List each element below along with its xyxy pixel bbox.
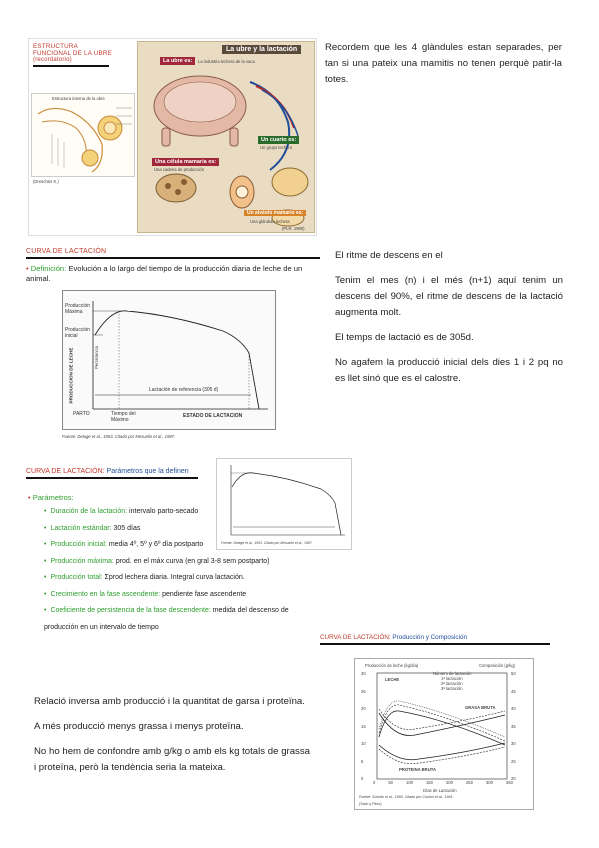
x-ticks: [373, 780, 513, 785]
y-right-tick: 20: [511, 776, 516, 781]
y-right-tick: 35: [511, 723, 516, 729]
legend-item: 2ª lactación: [441, 681, 463, 686]
graph-peak-label: Producción Máxima: [65, 303, 91, 315]
parameter-text: prod. en el máx curva (en gral 3-8 sem postparto): [113, 557, 270, 565]
composition-title-blue: Producción y Composición: [390, 634, 467, 641]
udder-poster-title: La ubre y la lactación: [222, 45, 301, 54]
parameter-item: • Crecimiento en la fase ascendente: pendiente fase ascendente: [44, 590, 247, 598]
y-right-tick: 30: [511, 741, 516, 746]
udder-figure-credit-left: (Dreschler K.): [33, 179, 59, 184]
lactation-curve-rule: [26, 257, 320, 259]
lactation-definition: [26, 264, 322, 284]
composition-source: Fuente: Schultz et al., 1990. Citado por Coulon et al., 1991.: [359, 795, 454, 799]
composition-source-2: (Sach y Pinto): [359, 802, 382, 806]
parameter-item: • Duración de la lactación: intervalo parto-secado: [44, 508, 199, 515]
parameter-text: pendiente fase ascendente: [160, 590, 247, 598]
composition-left-axis-title: Producción de leche (kg/día): [365, 663, 419, 668]
parameter-text: intervalo parto-secado: [127, 508, 199, 515]
udder-figure-rule: [33, 65, 109, 67]
graph-source: Fuente: Delage et al., 1953. Citado por Mesuelin et al., 1987.: [62, 434, 176, 439]
udder-figure: [28, 38, 317, 236]
parameter-text: Σprod lechera diaria. Integral curva lactación.: [102, 574, 245, 581]
parameter-text: media 4º, 5º y 6º día postparto: [106, 541, 204, 548]
y-right-tick: 50: [511, 671, 516, 676]
udder-figure-subtitle: (recordatorio): [33, 57, 72, 63]
composition-title: [320, 634, 556, 641]
parameter-item: • Lactación estándar: 305 días: [44, 524, 141, 532]
composition-right-axis-title: Composición (g/kg): [479, 663, 516, 668]
x-tick: 350: [505, 780, 513, 785]
y-right-tick: 25: [511, 758, 516, 764]
graph-parto-label: PARTO: [73, 411, 90, 417]
y-left-tick: 5: [361, 758, 364, 764]
udder-internal-diagram: [31, 93, 135, 177]
block5-paragraph-2: A més producció menys grassa i menys proteïna.: [34, 721, 244, 732]
block2-paragraph-1: El ritme de descens en el: [335, 250, 443, 261]
parameters-title-blue: Parámetros que la definen: [104, 468, 189, 475]
composition-graph: [354, 658, 534, 810]
parameters-title-red: CURVA DE LACTACIÓN:: [26, 468, 105, 475]
graph-tiempo-max-label: Tiempo del Máximo: [111, 411, 136, 423]
y-right-tick: 45: [511, 688, 516, 694]
udder-poster: [137, 41, 315, 233]
definition-label: Definición:: [30, 264, 67, 273]
composition-rule: [320, 643, 550, 645]
graph-persistence-label: Persistencia: [93, 346, 99, 369]
udder-internal-caption: Estructura interna de la ubre: [52, 96, 105, 101]
mini-graph-source: Fuente: Delage et al., 1953. Citado por Mesuelin et al., 1987.: [221, 541, 313, 545]
block5-paragraph-3: No ho hem de confondre amb g/kg o amb els kg totals de grassa i proteïna, però la tendència seria la mateixa.: [34, 746, 310, 773]
y-left-tick: 0: [361, 776, 364, 781]
parameter-label: Producción inicial:: [50, 541, 107, 548]
y-left-tick: 15: [361, 723, 366, 729]
udder-internal-drawing: [32, 94, 134, 176]
graph-estado-label: ESTADO DE LACTACION: [183, 413, 243, 419]
y-right-ticks: [511, 671, 516, 781]
x-tick: 100: [405, 780, 413, 785]
composition-title-red: CURVA DE LACTACIÓN:: [320, 634, 391, 641]
parameters-rule: [26, 477, 198, 479]
series-grasa-label: GRASA BRUTA: [465, 705, 496, 710]
udder-label-celula: Una célula mamaria es:: [152, 158, 219, 166]
udder-figure-credit-right: (PLR, 1990): [282, 226, 305, 231]
block2-paragraph-3: El temps de lactació es de 305d.: [335, 332, 474, 343]
lactation-curve-graph: [62, 290, 276, 430]
parameter-label: Coeficiente de persistencia de la fase descendente:: [50, 607, 211, 614]
parameter-label: Producción máxima:: [50, 557, 114, 565]
udder-label-celula-sub: Una cadena de producción: [154, 167, 205, 172]
series-leche-label: LECHE: [385, 677, 400, 682]
legend-item: 1ª lactación: [441, 676, 463, 681]
composition-x-label: Días de Lactación: [423, 788, 457, 793]
parameter-label: Lactación estándar:: [50, 524, 112, 532]
x-tick: 250: [465, 780, 473, 785]
legend-item: 3ª lactación: [441, 686, 463, 691]
udder-label-alveolo-sub: Una glándula lechera: [250, 219, 290, 224]
parameter-text: medida del descenso de: [210, 607, 289, 614]
udder-label-cuarto: Un cuarto es:: [258, 136, 299, 144]
composition-legend: [433, 671, 493, 691]
parameter-item: • Producción inicial: media 4º, 5º y 6º día postparto: [44, 541, 204, 548]
graph-reference-label: Lactación de referencia (305 d): [149, 387, 219, 393]
udder-figure-title: ESTRUCTURA FUNCIONAL DE LA UBRE: [33, 43, 112, 57]
graph-initial-label: Producción inicial: [65, 327, 91, 339]
block2-paragraph-4: No agafem la producció inicial dels dies 1 i 2 pq no es llet sinó que es el calostre.: [335, 357, 563, 384]
y-left-tick: 10: [361, 741, 366, 746]
definition-text: Evolución a lo largo del tiempo de la producción diaria de leche de un animal.: [26, 264, 303, 283]
x-tick: 50: [388, 780, 393, 785]
legend-title: Número de lactación: [433, 671, 472, 676]
y-left-tick: 25: [361, 688, 366, 694]
series-proteina-label: PROTEINA BRUTA: [399, 767, 436, 772]
parameters-header-label: Parámetros:: [32, 493, 74, 502]
lactation-curve-slide: [26, 248, 326, 444]
udder-label-ubre-sub: La industria lechera de la vaca: [198, 59, 255, 64]
mini-lactation-drawing: [217, 459, 351, 549]
parameter-item: • Producción total: Σprod lechera diaria. Integral curva lactación.: [44, 574, 245, 581]
x-tick: 300: [485, 780, 493, 785]
graph-y-axis-label: PRODUCCION DE LECHE: [68, 347, 74, 404]
y-left-tick: 30: [361, 671, 366, 676]
parameter-label: Duración de la lactación:: [50, 508, 128, 515]
block1-text: Recordem que les 4 glàndules estan separades, per tan si una pateix una mamitis no tenen perquè patir-la totes.: [325, 42, 562, 85]
block2-paragraph-2: Tenim el mes (n) i el més (n+1) aquí tenim un descens del 90%, el ritme de descens de la lactació augmenta molt.: [335, 275, 563, 318]
x-tick: 0: [373, 780, 376, 785]
parameter-label: Crecimiento en la fase ascendente:: [50, 590, 161, 598]
parameter-text: 305 días: [111, 524, 141, 532]
y-right-tick: 40: [511, 706, 516, 711]
udder-label-cuarto-sub: Un grupo lechero: [260, 145, 293, 150]
parameter-item: • Coeficiente de persistencia de la fase descendente: medida del descenso de: [44, 607, 289, 614]
parameter-label: Producción total:: [50, 574, 103, 581]
block2-notes: [335, 248, 563, 396]
definition-bullet: •: [26, 264, 29, 273]
y-left-ticks: [361, 671, 366, 781]
y-left-tick: 20: [361, 706, 366, 711]
parameters-bullet: •: [28, 493, 31, 502]
x-tick: 200: [445, 780, 453, 785]
parameter-item: • Producción máxima: prod. en el máx curva (en gral 3-8 sem postparto): [44, 557, 270, 565]
parameter-tail: producción en un intervalo de tiempo: [44, 623, 159, 631]
lactation-curve-title: CURVA DE LACTACIÓN: [26, 248, 107, 255]
mini-lactation-graph: [216, 458, 352, 550]
block5-paragraph-1: Relació inversa amb producció i la quantitat de garsa i proteïna.: [34, 696, 305, 707]
udder-label-alveolo: Un alvéolo mamario es:: [244, 210, 306, 216]
udder-label-ubre: La ubre es:: [160, 57, 195, 65]
block5-notes: [34, 694, 310, 785]
x-tick: 150: [425, 780, 433, 785]
